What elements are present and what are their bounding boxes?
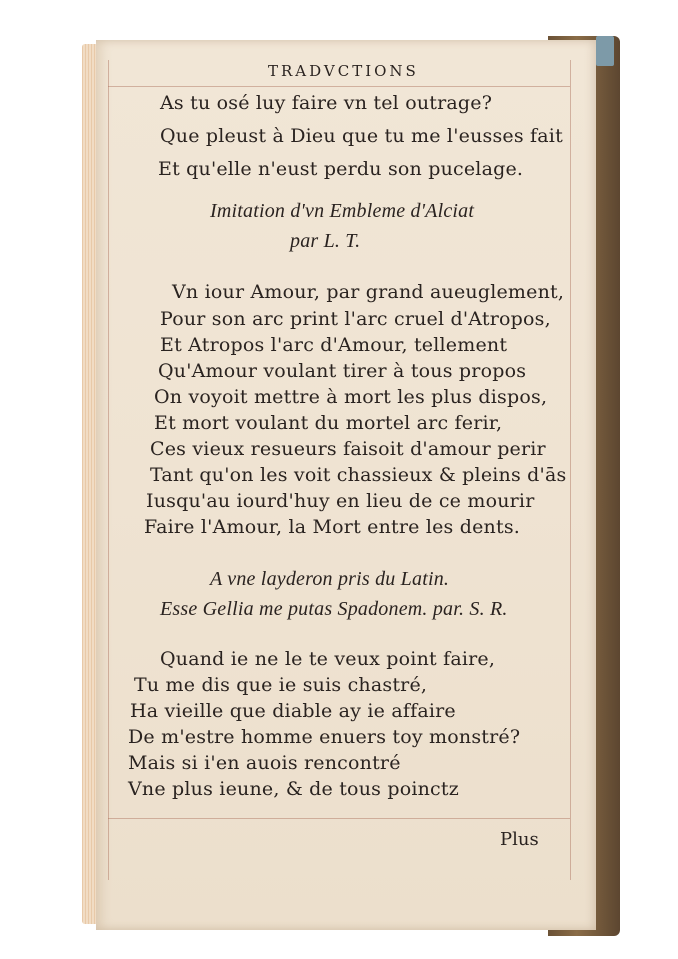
verse-line: Ha vieille que diable ay ie affaire <box>130 700 456 722</box>
verse-line: Iusqu'au iourd'huy en lieu de ce mourir <box>146 490 535 512</box>
verse-line: On voyoit mettre à mort les plus dispos, <box>154 386 548 408</box>
verse-line: Qu'Amour voulant tirer à tous propos <box>158 360 527 382</box>
verse-line: De m'estre homme enuers toy monstré? <box>128 726 521 748</box>
verse-line: Tu me dis que ie suis chastré, <box>134 674 428 696</box>
verse-line: Faire l'Amour, la Mort entre les dents. <box>144 516 521 538</box>
verse-line: Ces vieux resueurs faisoit d'amour perir <box>150 438 546 460</box>
verse-line: Tant qu'on les voit chassieux & pleins d'ās <box>150 464 567 486</box>
verse-line: Et Atropos l'arc d'Amour, tellement <box>160 334 508 356</box>
section-title: A vne layderon pris du Latin. <box>210 568 450 590</box>
verse-line: Vne plus ieune, & de tous poinctz <box>128 778 459 800</box>
section-author: par L. T. <box>290 230 361 252</box>
verse-line: Et qu'elle n'eust perdu son pucelage. <box>158 158 524 180</box>
running-head: TRADVCTIONS <box>268 62 419 80</box>
verse-line: Quand ie ne le te veux point faire, <box>160 648 496 670</box>
catchword: Plus <box>500 829 539 850</box>
verse-line: As tu osé luy faire vn tel outrage? <box>160 92 493 114</box>
verse-line: Pour son arc print l'arc cruel d'Atropos, <box>160 308 551 330</box>
section-epigraph: Esse Gellia me putas Spadonem. par. S. R. <box>160 598 508 620</box>
verse-line: Que pleust à Dieu que tu me l'eusses fait <box>160 125 563 147</box>
verse-line: Mais si i'en auois rencontré <box>128 752 401 774</box>
section-title: Imitation d'vn Embleme d'Alciat <box>210 200 475 222</box>
verse-line: Et mort voulant du mortel arc ferir, <box>154 412 503 434</box>
verse-line: Vn iour Amour, par grand aueuglement, <box>172 281 565 303</box>
